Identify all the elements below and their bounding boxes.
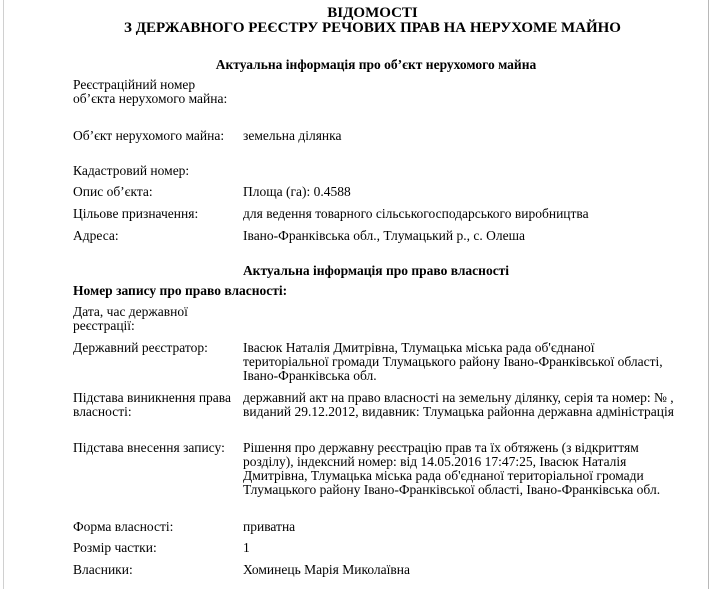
field-label-ownership-form: Форма власності: <box>73 519 174 534</box>
field-value-state-registrar: Івасюк Наталія Дмитрівна, Тлумацька міська рада об'єднаної територіальної громади Тлумацького району Івано-Франківської області, Івано-Франківська обл. <box>243 340 663 383</box>
field-label-ownership-basis: Підстава виникнення права власності: <box>73 390 231 419</box>
field-label-intended-purpose: Цільове призначення: <box>73 206 199 221</box>
document-title-line1: ВІДОМОСТІ <box>327 5 418 21</box>
field-value-address: Івано-Франківська обл., Тлумацький р., с. Олеша <box>243 228 525 243</box>
field-label-registration-number: Реєстраційний номер об’єкта нерухомого майна: <box>73 77 228 106</box>
field-label-share-size: Розмір частки: <box>73 540 157 555</box>
field-value-ownership-basis: державний акт на право власності на земельну ділянку, серія та номер: № , виданий 29.12.2012, видавник: Тлумацька районна державна адміністрація <box>243 390 674 419</box>
section-heading-property: Актуальна інформація про об’єкт нерухомого майна <box>215 57 537 72</box>
field-label-cadastral-number: Кадастровий номер: <box>73 163 190 178</box>
field-label-object-description: Опис об’єкта: <box>73 184 153 199</box>
page-left-edge <box>3 0 4 589</box>
field-value-share-size: 1 <box>243 540 250 555</box>
record-number-label: Номер запису про право власності: <box>73 283 288 298</box>
document-title-line2: З ДЕРЖАВНОГО РЕЄСТРУ РЕЧОВИХ ПРАВ НА НЕРУХОМЕ МАЙНО <box>124 20 621 36</box>
field-label-owners: Власники: <box>73 562 133 577</box>
section-heading-ownership: Актуальна інформація про право власності <box>242 263 510 278</box>
field-label-property-object: Об’єкт нерухомого майна: <box>73 128 225 143</box>
field-label-record-basis: Підстава внесення запису: <box>73 440 225 455</box>
field-label-registration-date: Дата, час державної реєстрації: <box>73 304 188 333</box>
field-value-ownership-form: приватна <box>243 519 296 534</box>
field-value-record-basis: Рішення про державну реєстрацію прав та їх обтяжень (з відкриттям розділу), індексний номер: від 14.05.2016 17:47:25, Івасюк Наталія Дмитрівна, Тлумацька міська рада об'єднаної територіальної громади Тлумацького району Івано-Франківської області, Івано-Франківська обл. <box>243 440 661 497</box>
field-value-intended-purpose: для ведення товарного сільськогосподарського виробництва <box>243 206 589 221</box>
field-label-state-registrar: Державний реєстратор: <box>73 340 208 355</box>
field-value-object-description: Площа (га): 0.4588 <box>243 184 351 199</box>
page-right-edge <box>708 0 709 589</box>
field-label-address: Адреса: <box>73 228 119 243</box>
field-value-property-object: земельна ділянка <box>243 128 342 143</box>
field-value-owners: Хоминець Марія Миколаївна <box>243 562 410 577</box>
